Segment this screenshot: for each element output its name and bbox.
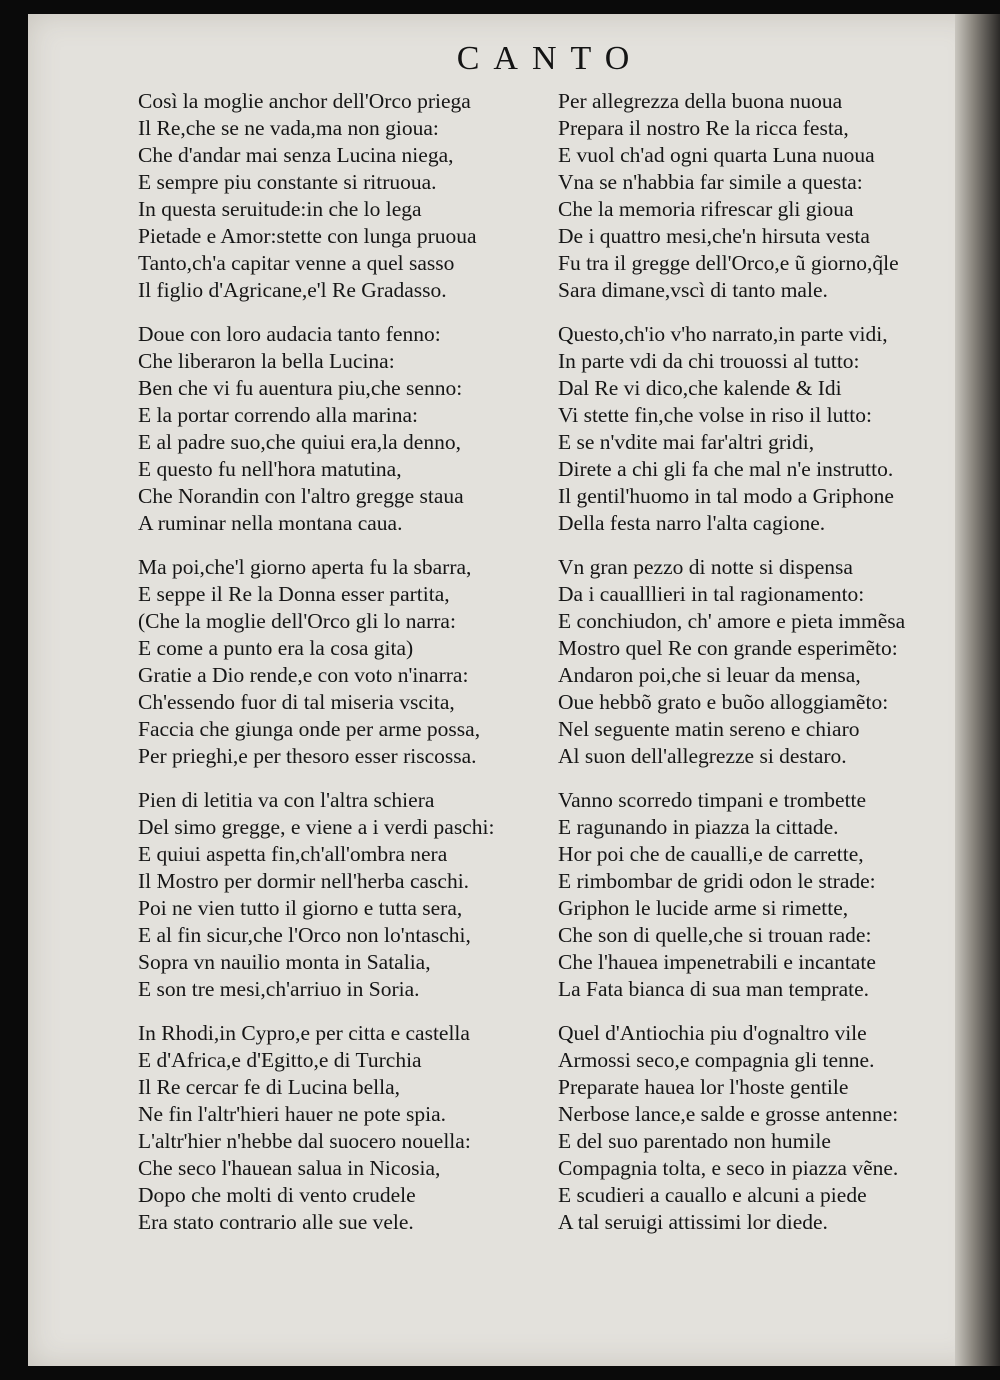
verse-line: E vuol ch'ad ogni quarta Luna nuoua <box>558 143 875 167</box>
verse-line: Ne fin l'altr'hieri hauer ne pote spia. <box>138 1102 447 1126</box>
verse-line: Sara dimane,vscì di tanto male. <box>558 278 828 302</box>
verse-line: Della festa narro l'alta cagione. <box>558 511 826 535</box>
stanza <box>558 787 968 1003</box>
verse-line: Vna se n'habbia far simile a questa: <box>558 170 863 194</box>
verse-line: E al padre suo,che quiui era,la denno, <box>138 430 461 454</box>
verse-line: Dal Re vi dico,che kalende & Idi <box>558 376 842 400</box>
verse-line: L'altr'hier n'hebbe dal suocero nouella: <box>138 1129 471 1153</box>
verse-line: Sopra vn nauilio monta in Satalia, <box>138 950 431 974</box>
stanza <box>138 88 553 304</box>
verse-line: Compagnia tolta, e seco in piazza vẽne. <box>558 1156 899 1180</box>
verse-line: E ragunando in piazza la cittade. <box>558 815 839 839</box>
verse-line: In parte vdi da chi trouossi al tutto: <box>558 349 860 373</box>
verse-line: A ruminar nella montana caua. <box>138 511 403 535</box>
verse-line: E questo fu nell'hora matutina, <box>138 457 402 481</box>
right-column <box>558 88 968 1253</box>
verse-line: Mostro quel Re con grande esperimẽto: <box>558 636 898 660</box>
verse-line: La Fata bianca di sua man temprate. <box>558 977 870 1001</box>
verse-line: Che l'hauea impenetrabili e incantate <box>558 950 876 974</box>
stanza <box>558 554 968 770</box>
verse-line: Nerbose lance,e salde e grosse antenne: <box>558 1102 899 1126</box>
stanza <box>558 88 968 304</box>
verse-line: Che Norandin con l'altro gregge staua <box>138 484 464 508</box>
verse-line: Così la moglie anchor dell'Orco priega <box>138 89 471 113</box>
verse-line: Per prieghi,e per thesoro esser riscossa. <box>138 744 477 768</box>
verse-line: E conchiudon, ch' amore e pieta immẽsa <box>558 609 906 633</box>
verse-line: Che seco l'hauean salua in Nicosia, <box>138 1156 441 1180</box>
verse-line: Che d'andar mai senza Lucina niega, <box>138 143 454 167</box>
verse-line: Per allegrezza della buona nuoua <box>558 89 843 113</box>
verse-line: Che liberaron la bella Lucina: <box>138 349 395 373</box>
verse-line: A tal seruigi attissimi lor diede. <box>558 1210 828 1234</box>
verse-line: Preparate hauea lor l'hoste gentile <box>558 1075 849 1099</box>
verse-line: E son tre mesi,ch'arriuo in Soria. <box>138 977 420 1001</box>
verse-line: Vi stette fin,che volse in riso il lutto: <box>558 403 872 427</box>
verse-line: Il gentil'huomo in tal modo a Griphone <box>558 484 894 508</box>
verse-line: Ch'essendo fuor di tal miseria vscita, <box>138 690 455 714</box>
verse-line: E rimbombar de gridi odon le strade: <box>558 869 876 893</box>
verse-line: Andaron poi,che si leuar da mensa, <box>558 663 861 687</box>
verse-line: Dopo che molti di vento crudele <box>138 1183 416 1207</box>
verse-line: Vn gran pezzo di notte si dispensa <box>558 555 853 579</box>
verse-line: Il Re,che se ne vada,ma non gioua: <box>138 116 439 140</box>
verse-line: Il Mostro per dormir nell'herba caschi. <box>138 869 470 893</box>
stanza <box>558 321 968 537</box>
verse-line: In Rhodi,in Cypro,e per citta e castella <box>138 1021 470 1045</box>
stanza <box>138 321 553 537</box>
verse-line: Che la memoria rifrescar gli gioua <box>558 197 854 221</box>
verse-line: Da i caualllieri in tal ragionamento: <box>558 582 865 606</box>
verse-line: De i quattro mesi,che'n hirsuta vesta <box>558 224 870 248</box>
verse-line: Il Re cercar fe di Lucina bella, <box>138 1075 401 1099</box>
verse-line: Oue hebbõ grato e buõo alloggiamẽto: <box>558 690 889 714</box>
verse-line: E sempre piu constante si ritruoua. <box>138 170 437 194</box>
verse-line: Poi ne vien tutto il giorno e tutta sera, <box>138 896 463 920</box>
stanza <box>138 1020 553 1236</box>
verse-line: Era stato contrario alle sue vele. <box>138 1210 414 1234</box>
verse-line: Nel seguente matin sereno e chiaro <box>558 717 860 741</box>
verse-line: Prepara il nostro Re la ricca festa, <box>558 116 849 140</box>
verse-line: Che son di quelle,che si trouan rade: <box>558 923 872 947</box>
stanza <box>558 1020 968 1236</box>
verse-line: Al suon dell'allegrezze si destaro. <box>558 744 847 768</box>
verse-line: Armossi seco,e compagnia gli tenne. <box>558 1048 875 1072</box>
verse-line: Questo,ch'io v'ho narrato,in parte vidi, <box>558 322 888 346</box>
verse-line: E seppe il Re la Donna esser partita, <box>138 582 450 606</box>
verse-line: Direte a chi gli fa che mal n'e instrutto. <box>558 457 894 481</box>
verse-line: E del suo parentado non humile <box>558 1129 831 1153</box>
verse-line: Il figlio d'Agricane,e'l Re Gradasso. <box>138 278 447 302</box>
verse-line: Griphon le lucide arme si rimette, <box>558 896 849 920</box>
verse-line: Ben che vi fu auentura piu,che senno: <box>138 376 463 400</box>
verse-line: Del simo gregge, e viene a i verdi paschi: <box>138 815 495 839</box>
verse-line: Tanto,ch'a capitar venne a quel sasso <box>138 251 455 275</box>
verse-line: Fu tra il gregge dell'Orco,e ũ giorno,q̃le <box>558 251 899 275</box>
verse-line: E la portar correndo alla marina: <box>138 403 418 427</box>
verse-line: (Che la moglie dell'Orco gli lo narra: <box>138 609 456 633</box>
verse-line: E al fin sicur,che l'Orco non lo'ntaschi, <box>138 923 471 947</box>
verse-line: Faccia che giunga onde per arme possa, <box>138 717 481 741</box>
verse-line: Pien di letitia va con l'altra schiera <box>138 788 435 812</box>
verse-line: Vanno scorredo timpani e trombette <box>558 788 867 812</box>
verse-line: E se n'vdite mai far'altri gridi, <box>558 430 815 454</box>
left-column <box>138 88 553 1253</box>
verse-line: E scudieri a cauallo e alcuni a piede <box>558 1183 867 1207</box>
verse-line: In questa seruitude:in che lo lega <box>138 197 422 221</box>
verse-line: Hor poi che de caualli,e de carrette, <box>558 842 864 866</box>
verse-line: Pietade e Amor:stette con lunga pruoua <box>138 224 477 248</box>
verse-line: Quel d'Antiochia piu d'ognaltro vile <box>558 1021 867 1045</box>
verse-line: Ma poi,che'l giorno aperta fu la sbarra, <box>138 555 472 579</box>
verse-line: Doue con loro audacia tanto fenno: <box>138 322 441 346</box>
stanza <box>138 554 553 770</box>
stanza <box>138 787 553 1003</box>
verse-line: E d'Africa,e d'Egitto,e di Turchia <box>138 1048 422 1072</box>
verse-line: Gratie a Dio rende,e con voto n'inarra: <box>138 663 469 687</box>
verse-line: E come a punto era la cosa gita) <box>138 636 414 660</box>
running-head: CANTO <box>456 40 644 77</box>
verse-line: E quiui aspetta fin,ch'all'ombra nera <box>138 842 448 866</box>
